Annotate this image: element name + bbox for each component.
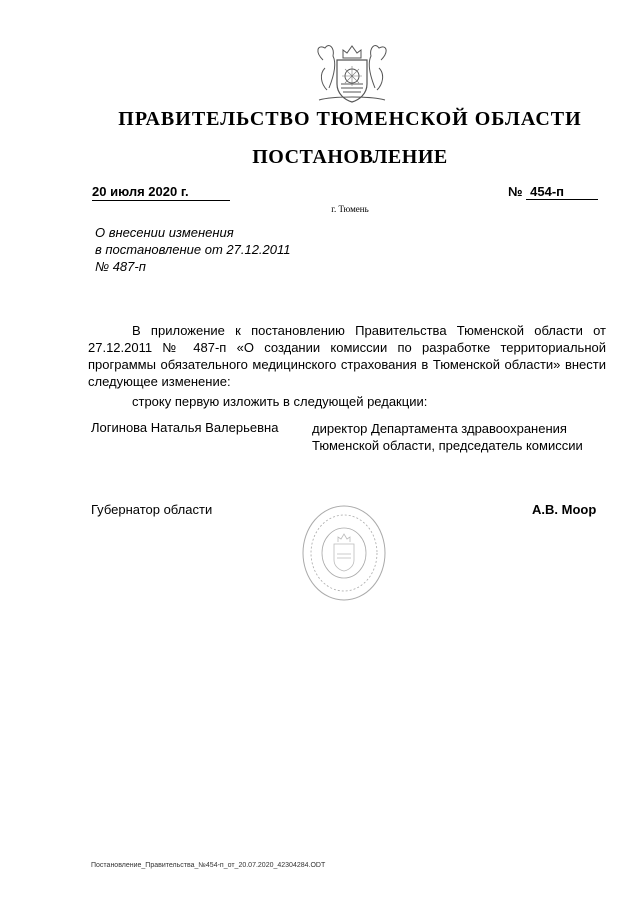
number-sign: № <box>508 184 523 199</box>
body-paragraph <box>88 322 606 390</box>
document-date: 20 июля 2020 г. <box>92 184 230 201</box>
person-role-line: директор Департамента здравоохранения <box>312 421 567 436</box>
person-role <box>312 420 583 454</box>
document-subject <box>95 224 291 275</box>
subject-line: в постановление от 27.12.2011 <box>95 242 291 257</box>
person-role-line: Тюменской области, председатель комиссии <box>312 438 583 453</box>
person-name: Логинова Наталья Валерьевна <box>91 420 279 435</box>
document-type-title: ПОСТАНОВЛЕНИЕ <box>252 146 448 168</box>
subject-line: О внесении изменения <box>95 225 234 240</box>
official-seal-stamp <box>301 504 387 602</box>
subject-line: № 487-п <box>95 259 146 274</box>
body-instruction: строку первую изложить в следующей редакции: <box>132 394 428 409</box>
document-filename-footer: Постановление_Правительства_№454-п_от_20.07.2020_42304284.ODT <box>91 862 326 869</box>
document-number <box>508 184 598 200</box>
government-title: ПРАВИТЕЛЬСТВО ТЮМЕНСКОЙ ОБЛАСТИ <box>118 108 582 130</box>
signer-name: А.В. Моор <box>532 502 597 517</box>
city-name: г. Тюмень <box>331 204 369 214</box>
signer-title: Губернатор области <box>91 502 213 517</box>
coat-of-arms-emblem <box>303 38 401 106</box>
number-value: 454-п <box>526 184 598 200</box>
body-paragraph-text: В приложение к постановлению Правительства Тюменской области от 27.12.2011 № 487-п «О создании комиссии по разработке территориальной программы обязательного медицинского страхования в Тюменской области» внести следующее изменение: <box>88 323 606 389</box>
